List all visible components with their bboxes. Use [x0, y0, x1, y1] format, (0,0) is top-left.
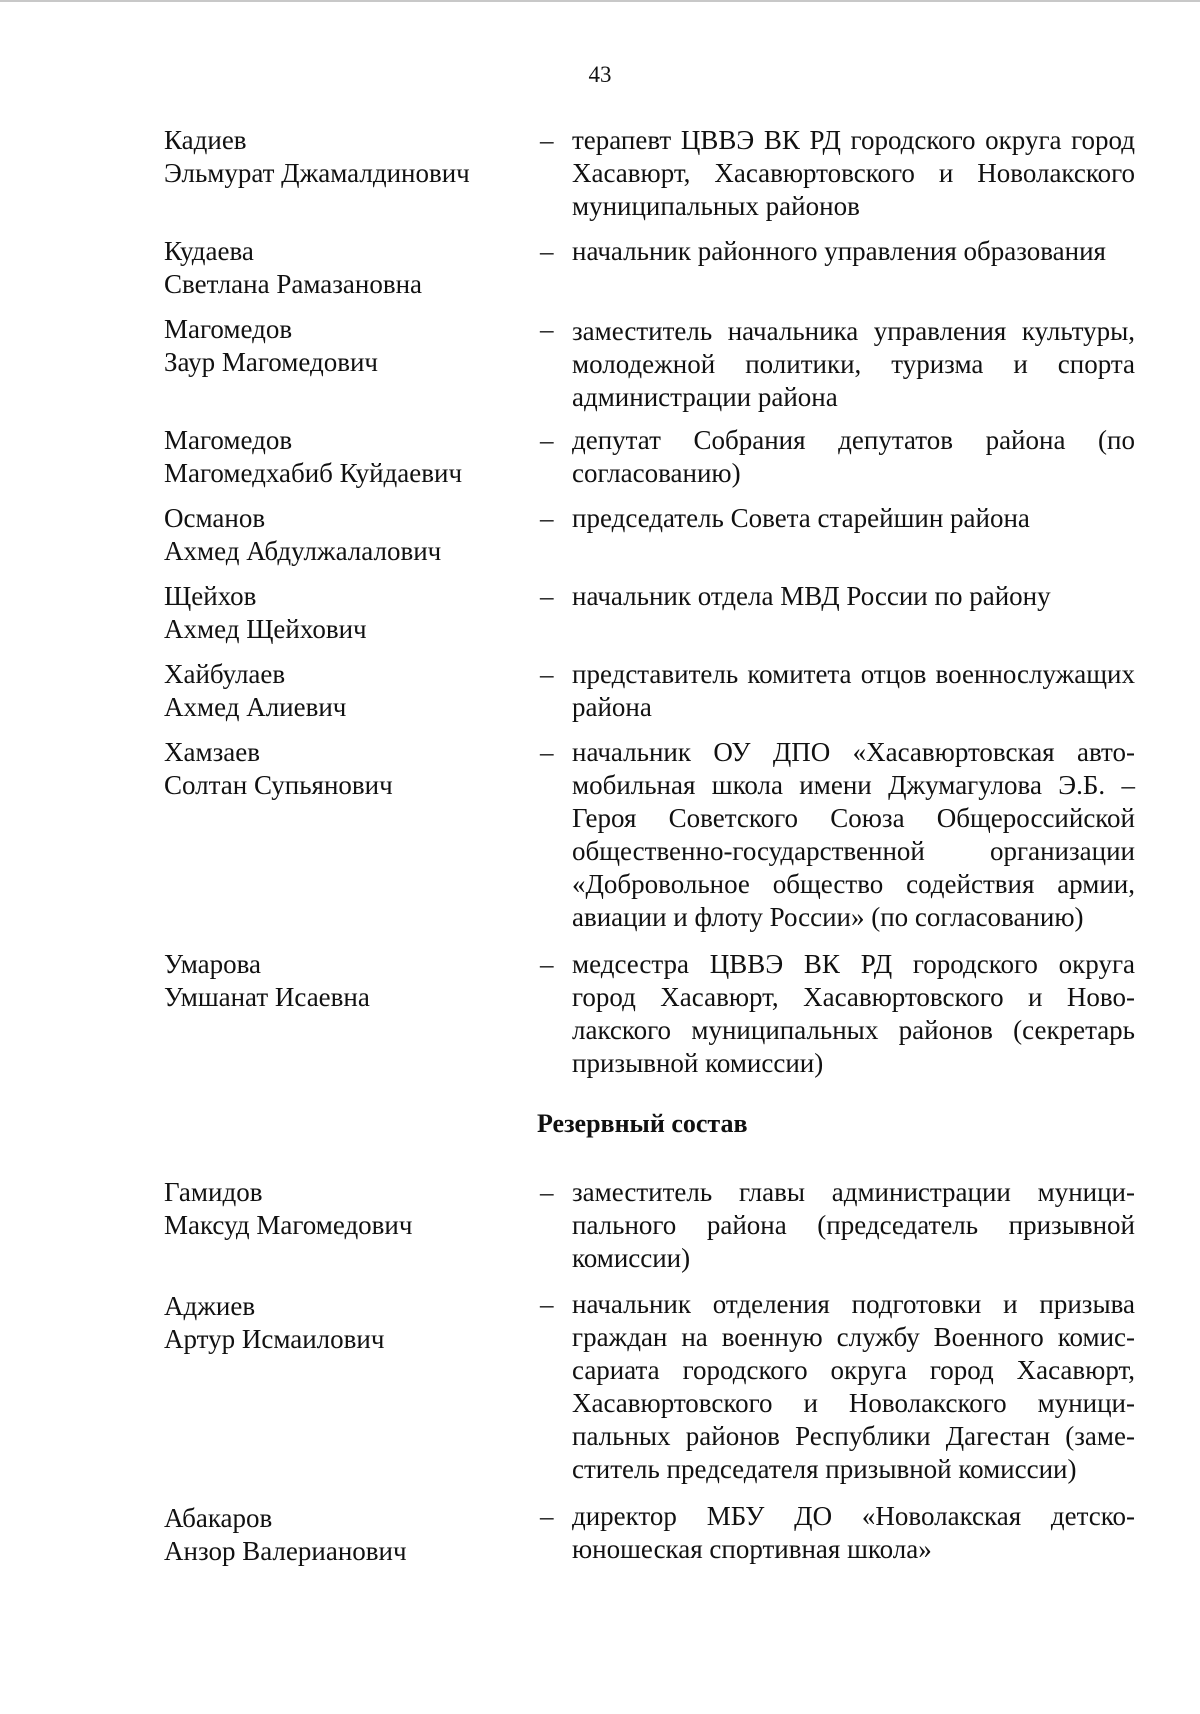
member-position: начальник ОУ ДПО «Хасавюртовская автомобильная школа имени Джумагулова Э.Б. – Героя Советского Союза Общероссийской общественно-государственной организации «Добровольное общество содействия армии, авиации и флоту России» (по согласованию)	[572, 737, 1135, 932]
member-name	[164, 948, 534, 1014]
list-dash: –	[540, 425, 554, 455]
member-name	[164, 124, 534, 190]
member-position: председатель Совета старейшин района	[572, 503, 1030, 533]
member-surname: Абакаров	[164, 1503, 273, 1533]
page-number: 43	[588, 62, 612, 87]
member-given-name: Анзор Валерианович	[164, 1536, 407, 1566]
list-dash: –	[540, 1177, 554, 1207]
member-surname: Хайбулаев	[164, 659, 286, 689]
member-given-name: Солтан Супьянович	[164, 770, 393, 800]
member-position: начальник отдела МВД России по району	[572, 581, 1051, 611]
member-name	[164, 1290, 534, 1356]
member-given-name: Умшанат Исаевна	[164, 982, 370, 1012]
list-dash: –	[540, 125, 554, 155]
list-dash: –	[540, 314, 554, 344]
member-surname: Умарова	[164, 949, 262, 979]
member-surname: Кадиев	[164, 125, 247, 155]
member-given-name: Заур Магомедович	[164, 347, 378, 377]
list-dash: –	[540, 236, 554, 266]
page-top-edge	[0, 0, 1200, 2]
member-given-name: Магомедхабиб Куйдаевич	[164, 458, 463, 488]
member-position: представитель комитета отцов военнослужащих района	[572, 659, 1135, 722]
member-surname: Кудаева	[164, 236, 254, 266]
member-position: начальник отделения подготовки и призыва граждан на военную службу Военного комиссариата городского округа город Хасавюрт, Хасавюртовского и Новолакского муниципальных районов Республики Дагестан (заместитель председателя призывной комиссии)	[572, 1289, 1135, 1484]
member-position: терапевт ЦВВЭ ВК РД городского округа город Хасавюрт, Хасавюртовского и Новолакского муниципальных районов	[572, 125, 1135, 221]
member-given-name: Ахмед Алиевич	[164, 692, 347, 722]
member-name	[164, 580, 534, 646]
member-surname: Хамзаев	[164, 737, 260, 767]
member-position: начальник районного управления образования	[572, 236, 1106, 266]
list-dash: –	[540, 1289, 554, 1319]
member-position: заместитель начальника управления культуры, молодежной политики, туризма и спорта администрации района	[572, 316, 1135, 412]
member-surname: Магомедов	[164, 425, 293, 455]
member-given-name: Эльмурат Джамалдинович	[164, 158, 470, 188]
reserve-section-title: Резервный состав	[537, 1109, 748, 1138]
list-dash: –	[540, 949, 554, 979]
member-surname: Османов	[164, 503, 266, 533]
member-surname: Аджиев	[164, 1291, 256, 1321]
list-dash: –	[540, 503, 554, 533]
member-surname: Гамидов	[164, 1177, 263, 1207]
member-position: депутат Собрания депутатов района (по согласованию)	[572, 425, 1135, 488]
list-dash: –	[540, 1501, 554, 1531]
member-given-name: Ахмед Щейхович	[164, 614, 367, 644]
member-name	[164, 424, 534, 490]
member-given-name: Максуд Магомедович	[164, 1210, 413, 1240]
list-dash: –	[540, 737, 554, 767]
member-name	[164, 235, 534, 301]
member-position: директор МБУ ДО «Новолакская детско-юношеская спортивная школа»	[572, 1501, 1135, 1564]
member-name	[164, 313, 534, 379]
member-given-name: Ахмед Абдулжалалович	[164, 536, 442, 566]
member-name	[164, 502, 534, 568]
member-name	[164, 1502, 534, 1568]
member-given-name: Артур Исмаилович	[164, 1324, 385, 1354]
member-position: заместитель главы администрации муниципального района (председатель призывной комиссии)	[572, 1177, 1135, 1273]
member-name	[164, 736, 534, 802]
member-surname: Магомедов	[164, 314, 293, 344]
member-given-name: Светлана Рамазановна	[164, 269, 423, 299]
list-dash: –	[540, 581, 554, 611]
member-position: медсестра ЦВВЭ ВК РД городского округа город Хасавюрт, Хасавюртовского и Новолакского муниципальных районов (секретарь призывной комиссии)	[572, 949, 1135, 1078]
list-dash: –	[540, 659, 554, 689]
member-name	[164, 658, 534, 724]
member-surname: Щейхов	[164, 581, 257, 611]
member-name	[164, 1176, 534, 1242]
